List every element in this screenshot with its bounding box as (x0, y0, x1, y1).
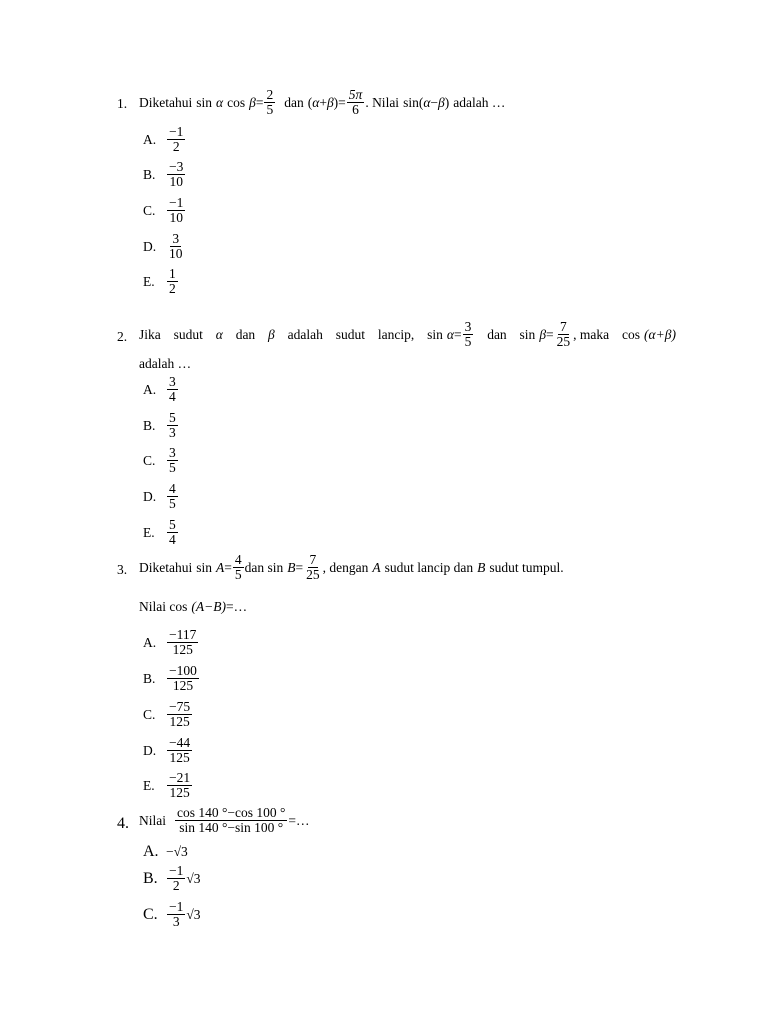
option-b[interactable] (143, 664, 200, 693)
fraction (167, 864, 185, 893)
math-op: = (224, 559, 232, 575)
numerator: −44 (169, 735, 191, 750)
question-stem-line2 (139, 599, 247, 615)
option-label: D. (143, 742, 157, 758)
option-label: E. (143, 777, 155, 793)
stem-text: =… (288, 812, 310, 828)
denominator: 25 (556, 334, 571, 350)
denominator: 3 (172, 914, 180, 930)
numerator: −1 (169, 195, 184, 210)
option-b[interactable] (143, 864, 201, 893)
math-var: α (215, 326, 223, 342)
fraction (167, 518, 178, 547)
numerator: 7 (560, 319, 567, 334)
fraction (167, 125, 185, 154)
math-op: = (338, 94, 346, 110)
denominator: 4 (169, 389, 176, 405)
question-number: 3. (117, 562, 128, 577)
stem-text: Diketahui (139, 94, 193, 110)
stem-word: sudut (173, 326, 203, 342)
stem-text: adalah … (139, 356, 192, 371)
denominator: 25 (306, 567, 320, 583)
numerator: −1 (169, 899, 184, 914)
fraction (167, 628, 198, 657)
math-expr: (α+β) (644, 326, 676, 342)
denominator: 5 (169, 460, 176, 476)
stem-word: sudut (335, 326, 365, 342)
fraction (167, 736, 192, 765)
stem-text: Nilai cos (139, 599, 188, 614)
option-c[interactable] (143, 900, 201, 929)
math-var: β (438, 94, 445, 110)
math-func: sin (403, 94, 419, 110)
numerator: −100 (169, 663, 197, 678)
numerator: cos 140 °−cos 100 ° (177, 805, 286, 820)
numerator: −3 (169, 159, 184, 174)
math-func: sin (519, 326, 536, 342)
denominator: 2 (172, 878, 180, 894)
fraction (167, 482, 178, 511)
denominator: sin 140 °−sin 100 ° (179, 820, 284, 836)
option-label: C. (143, 706, 156, 722)
denominator: 5 (266, 102, 274, 118)
option-e[interactable] (143, 267, 179, 296)
option-label: B. (143, 670, 156, 686)
math-var: α (423, 94, 431, 110)
fraction (233, 553, 244, 582)
math-op: ) (333, 94, 339, 110)
fraction (167, 771, 192, 800)
option-label: A. (143, 131, 157, 147)
numerator: −75 (169, 699, 191, 714)
math-op: ) (444, 94, 450, 110)
numerator: 5 (169, 410, 176, 425)
denominator: 10 (169, 174, 183, 190)
math-func: cos (622, 326, 641, 342)
numerator: −117 (169, 627, 197, 642)
sqrt-term: √3 (186, 870, 201, 886)
option-a[interactable] (143, 628, 199, 657)
math-func: sin (196, 559, 213, 575)
option-label: A. (143, 381, 157, 397)
math-expr: (A−B) (191, 599, 226, 614)
denominator: 125 (172, 642, 193, 658)
option-e[interactable] (143, 771, 193, 800)
option-label: C. (143, 905, 158, 923)
option-c[interactable] (143, 446, 179, 475)
stem-word: lancip, (377, 326, 415, 342)
option-a[interactable] (143, 843, 188, 861)
fraction (167, 411, 178, 440)
denominator: 4 (169, 532, 176, 548)
math-var: β (539, 326, 547, 342)
stem-word: dan (235, 326, 256, 342)
stem-text: Nilai (139, 812, 166, 828)
denominator: 10 (169, 246, 183, 262)
math-sin-alpha (427, 320, 474, 349)
numerator: −1 (169, 124, 184, 139)
fraction (167, 160, 185, 189)
denominator: 5 (464, 334, 472, 350)
denominator: 5 (234, 567, 242, 583)
math-var: β (326, 94, 334, 110)
math-op: = (453, 326, 462, 342)
denominator: 3 (169, 425, 176, 441)
denominator: 10 (169, 210, 183, 226)
numerator: 7 (309, 552, 317, 567)
fraction (167, 232, 185, 261)
math-op: + (319, 94, 327, 110)
math-op: − (430, 94, 439, 110)
option-c[interactable] (143, 700, 193, 729)
math-op: ( (307, 94, 313, 110)
math-var: α (312, 94, 320, 110)
math-var: B (287, 559, 296, 575)
question-stem (139, 553, 564, 582)
stem-text: sudut lancip dan (384, 559, 474, 575)
stem-word: adalah (287, 326, 323, 342)
math-op: = (295, 559, 304, 575)
question-number: 2. (117, 329, 128, 344)
stem-word: dan (487, 326, 507, 342)
stem-text: dan sin (244, 559, 284, 575)
denominator: 125 (169, 750, 190, 766)
option-a[interactable] (143, 375, 179, 404)
numerator: 3 (169, 374, 176, 389)
math-op: = (255, 94, 264, 110)
numerator: 4 (169, 481, 176, 496)
option-label: E. (143, 524, 155, 540)
stem-text: adalah … (453, 94, 506, 110)
fraction (304, 553, 322, 582)
math-cos-expr (622, 327, 676, 343)
fraction (167, 900, 185, 929)
sqrt-term: √3 (186, 906, 201, 922)
fraction (167, 375, 178, 404)
denominator: 2 (169, 281, 176, 297)
option-label: E. (143, 273, 155, 289)
math-op: = (546, 326, 554, 342)
numerator: 2 (266, 87, 274, 102)
numerator: 5π (348, 87, 363, 102)
stem-text: sudut tumpul. (489, 559, 564, 575)
stem-text: =… (225, 599, 248, 614)
option-d[interactable] (143, 482, 179, 511)
option-a[interactable] (143, 125, 186, 154)
fraction (264, 88, 275, 117)
question-stem-line2 (139, 356, 191, 372)
option-b[interactable] (143, 160, 186, 189)
numerator: −21 (169, 770, 191, 785)
fraction (167, 700, 192, 729)
fraction (167, 196, 185, 225)
fraction (555, 320, 573, 349)
fraction (167, 664, 199, 693)
option-label: A. (143, 634, 157, 650)
math-func: cos (227, 94, 246, 110)
denominator: 5 (169, 496, 176, 512)
numerator: 4 (234, 552, 242, 567)
option-label: C. (143, 452, 156, 468)
math-var: α (216, 94, 224, 110)
option-label: B. (143, 417, 156, 433)
question-stem (139, 88, 505, 117)
stem-word: Jika (139, 326, 161, 342)
math-sin-beta (520, 320, 610, 349)
option-label: D. (143, 488, 157, 504)
denominator: 125 (169, 785, 190, 801)
option-e[interactable] (143, 518, 179, 547)
option-label: B. (143, 869, 158, 887)
denominator: 6 (352, 102, 359, 118)
numerator: 1 (169, 266, 176, 281)
math-var: β (249, 94, 256, 110)
question-number: 1. (117, 96, 128, 111)
math-func: sin (427, 326, 443, 342)
option-label: B. (143, 166, 156, 182)
fraction (175, 806, 287, 835)
option-d[interactable] (143, 232, 186, 261)
denominator: 125 (169, 714, 190, 730)
numerator: −1 (169, 863, 184, 878)
question-stem (139, 806, 310, 835)
option-b[interactable] (143, 411, 179, 440)
question-stem (139, 320, 676, 349)
numerator: 5 (169, 517, 176, 532)
option-label: C. (143, 202, 156, 218)
option-label: A. (143, 843, 159, 860)
option-label: D. (143, 238, 157, 254)
numerator: 3 (464, 319, 472, 334)
math-op: ( (418, 94, 424, 110)
fraction (347, 88, 365, 117)
stem-text: . Nilai (365, 94, 400, 110)
math-var: A (372, 559, 381, 575)
numerator: 3 (169, 445, 176, 460)
fraction (167, 446, 178, 475)
fraction (463, 320, 474, 349)
option-d[interactable] (143, 736, 193, 765)
stem-text: , dengan (322, 559, 369, 575)
question-number: 4. (117, 815, 129, 832)
option-c[interactable] (143, 196, 186, 225)
denominator: 125 (172, 678, 194, 694)
math-func: sin (196, 94, 213, 110)
math-var: A (216, 559, 225, 575)
fraction (167, 267, 178, 296)
stem-text: Diketahui (139, 559, 193, 575)
math-var: β (268, 326, 275, 342)
stem-text: dan (284, 94, 304, 110)
numerator: 3 (172, 231, 180, 246)
option-value: −√3 (166, 844, 188, 859)
denominator: 2 (172, 139, 180, 155)
stem-word: , maka (573, 326, 610, 342)
math-var: B (477, 559, 486, 575)
math-var: α (446, 326, 454, 342)
